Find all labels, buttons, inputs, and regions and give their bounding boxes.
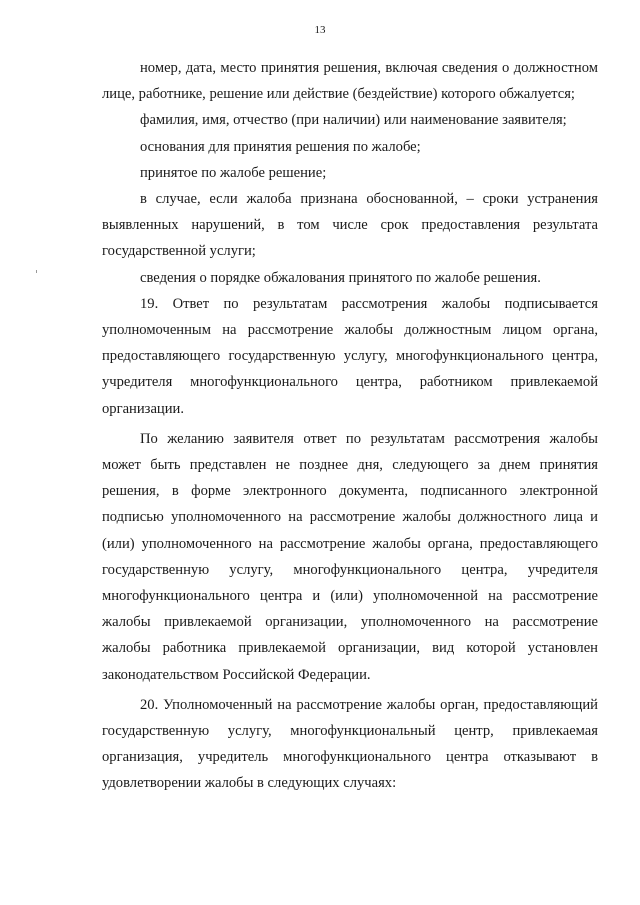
paragraph-section-20: 20. Уполномоченный на рассмотрение жалобы орган, предоставляющий государственную услугу, многофункциональный центр, привлекаемая организация, учредитель многофункционального центра отказывают в удовлетворении жалобы в следующих случаях: [102,696,598,792]
document-body [102,55,598,797]
paragraph-section-19: 19. Ответ по результатам рассмотрения жалобы подписывается уполномоченным на рассмотрение жалобы должностным лицом органа, предоставляющего государственную услугу, многофункционального центра, учредителя многофункционального центра, работником привлекаемой организации. [102,295,598,417]
paragraph-electronic-response: По желанию заявителя ответ по результатам рассмотрения жалобы может быть представлен не позднее дня, следующего за днем принятия решения, в форме электронного документа, подписанного электронной подписью уполномоченного на рассмотрение жалобы должностного лица и (или) уполномоченного на рассмотрение жалобы органа, предоставляющего государственную услугу, многофункционального центра, учредителя многофункционального центра и (или) уполномоченной на рассмотрение жалобы привлекаемой организации, уполномоченного на рассмотрение жалобы работника привлекаемой организации, вид которой установлен законодательством Российской Федерации. [102,430,598,683]
page-number: 13 [314,24,326,36]
paragraph-remedy-terms: в случае, если жалоба признана обоснованной, – сроки устранения выявленных нарушений, в том числе срок предоставления результата государственной услуги; [102,191,598,260]
scan-artifact [36,270,37,273]
paragraph-applicant-name: фамилия, имя, отчество (при наличии) или наименование заявителя; [140,112,567,129]
paragraph-complaint-details: номер, дата, место принятия решения, включая сведения о должностном лице, работнике, решение или действие (бездействие) которого обжалуется; [102,60,598,103]
paragraph-appeal-procedure: сведения о порядке обжалования принятого по жалобе решения. [140,269,541,286]
paragraph-decision-grounds: основания для принятия решения по жалобе; [140,138,421,155]
paragraph-decision-taken: принятое по жалобе решение; [140,164,327,181]
